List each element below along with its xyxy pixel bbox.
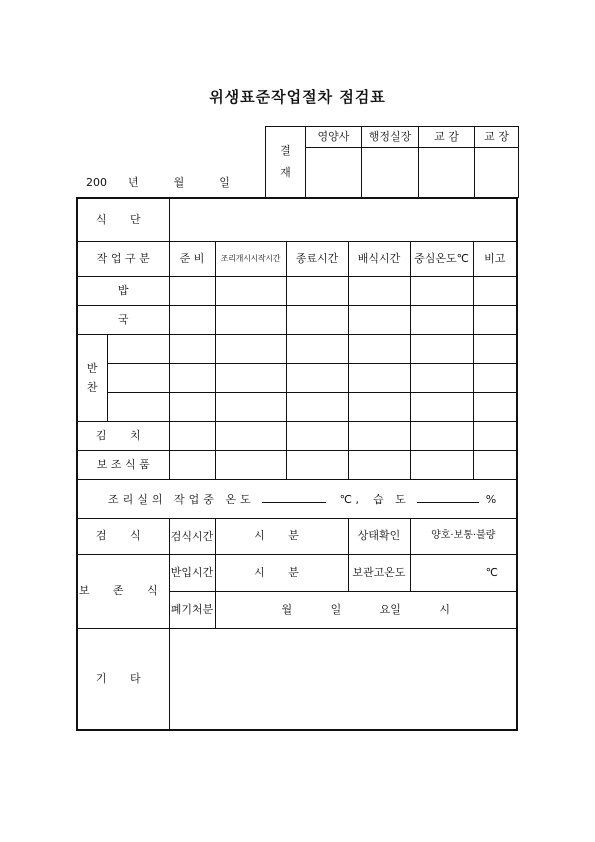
cell[interactable] [410, 334, 473, 363]
role-vice-principal: 교 감 [419, 127, 475, 148]
role-nutritionist: 영양사 [306, 127, 362, 148]
role-admin-director: 행정실장 [362, 127, 419, 148]
cell[interactable] [473, 363, 517, 392]
cell[interactable] [473, 392, 517, 421]
sign-box-vice-principal[interactable] [419, 148, 475, 198]
approval-side-label: 결 재 [266, 127, 306, 198]
cell[interactable] [410, 276, 473, 305]
cell[interactable] [473, 305, 517, 334]
etc-field[interactable] [169, 628, 517, 730]
inspection-form [76, 197, 518, 731]
sign-box-nutritionist[interactable] [306, 148, 362, 198]
cell[interactable] [348, 334, 410, 363]
row-label-kimchi: 김 치 [77, 421, 169, 450]
cell[interactable] [169, 334, 215, 363]
sign-box-principal[interactable] [475, 148, 519, 198]
table-row [77, 363, 517, 392]
row-label-supplement: 보 조 식 품 [77, 450, 169, 479]
table-row [77, 334, 517, 363]
cell[interactable] [215, 363, 286, 392]
cell[interactable] [215, 305, 286, 334]
table-row [77, 450, 517, 479]
header-cook-start: 조리개시시작시간 [215, 241, 286, 276]
year-label: 년 [127, 176, 139, 189]
cell[interactable] [286, 276, 348, 305]
cell[interactable] [215, 450, 286, 479]
cell[interactable] [410, 363, 473, 392]
cell[interactable] [107, 363, 169, 392]
disposal-field[interactable] [215, 591, 517, 628]
disposal-label: 폐기처분 [169, 591, 215, 628]
cell[interactable] [215, 392, 286, 421]
header-category: 작 업 구 분 [77, 241, 169, 276]
cell[interactable] [410, 421, 473, 450]
cell[interactable] [215, 334, 286, 363]
cell[interactable] [410, 450, 473, 479]
cell[interactable] [286, 363, 348, 392]
cell[interactable] [473, 276, 517, 305]
storage-temp-label: 보관고온도 [348, 554, 410, 591]
cell[interactable] [169, 450, 215, 479]
cell[interactable] [473, 421, 517, 450]
inspection-label: 검 식 [77, 518, 169, 554]
row-label-side-dish: 반 찬 [77, 334, 107, 421]
disposal-month: 월 [281, 602, 293, 616]
status-options[interactable]: 양호·보통·불량 [410, 518, 517, 554]
cell[interactable] [286, 450, 348, 479]
cell[interactable] [107, 392, 169, 421]
cell[interactable] [473, 334, 517, 363]
inspection-time-field[interactable]: 시 분 [215, 518, 348, 554]
cell[interactable] [286, 421, 348, 450]
cell[interactable] [286, 392, 348, 421]
humidity-label: 습 도 [373, 493, 410, 506]
kitchen-temp-label: 조리실의 작업중 온도 [108, 493, 255, 506]
date-line [86, 174, 230, 190]
inspection-time-label: 검식시간 [169, 518, 215, 554]
cell[interactable] [348, 421, 410, 450]
cell[interactable] [286, 305, 348, 334]
cell[interactable] [348, 450, 410, 479]
percent-unit: % [485, 493, 497, 506]
disposal-day: 일 [330, 602, 342, 616]
cell[interactable] [410, 305, 473, 334]
in-time-label: 반입시간 [169, 554, 215, 591]
humidity-input[interactable] [417, 490, 479, 503]
table-row [77, 305, 517, 334]
cell[interactable] [169, 363, 215, 392]
row-label-soup: 국 [77, 305, 169, 334]
storage-temp-field[interactable]: ℃ [410, 554, 517, 591]
cell[interactable] [348, 363, 410, 392]
approval-table [265, 126, 519, 198]
sign-box-admin-director[interactable] [362, 148, 419, 198]
header-serve-time: 배식시간 [348, 241, 410, 276]
disposal-weekday: 요일 [379, 602, 401, 616]
preserved-sample-label: 보 존 식 [77, 554, 169, 628]
disposal-hour: 시 [439, 602, 451, 616]
cell[interactable] [286, 334, 348, 363]
month-label: 월 [173, 176, 185, 189]
menu-field[interactable] [169, 198, 517, 241]
status-check-label: 상태확인 [348, 518, 410, 554]
in-time-field[interactable]: 시 분 [215, 554, 348, 591]
header-end-time: 종료시간 [286, 241, 348, 276]
row-label-rice: 밥 [77, 276, 169, 305]
cell[interactable] [169, 392, 215, 421]
role-principal: 교 장 [475, 127, 519, 148]
cell[interactable] [169, 305, 215, 334]
cell[interactable] [107, 334, 169, 363]
cell[interactable] [215, 276, 286, 305]
cell[interactable] [348, 305, 410, 334]
table-row [77, 421, 517, 450]
temp-input[interactable] [262, 490, 326, 503]
page-title: 위생표준작업절차 점검표 [209, 88, 386, 106]
table-row [77, 392, 517, 421]
header-prep: 준 비 [169, 241, 215, 276]
cell[interactable] [473, 450, 517, 479]
kitchen-temp-line [77, 479, 517, 518]
cell[interactable] [215, 421, 286, 450]
cell[interactable] [169, 276, 215, 305]
etc-label: 기 타 [77, 628, 169, 730]
temp-unit: ℃ , [339, 493, 359, 506]
cell[interactable] [348, 276, 410, 305]
cell[interactable] [348, 392, 410, 421]
year-value: 200 [86, 176, 107, 189]
menu-label: 식 단 [77, 198, 169, 241]
header-core-temp: 중심온도℃ [410, 241, 473, 276]
header-note: 비고 [473, 241, 517, 276]
cell[interactable] [410, 392, 473, 421]
table-row [77, 276, 517, 305]
day-label: 일 [219, 176, 230, 189]
cell[interactable] [169, 421, 215, 450]
